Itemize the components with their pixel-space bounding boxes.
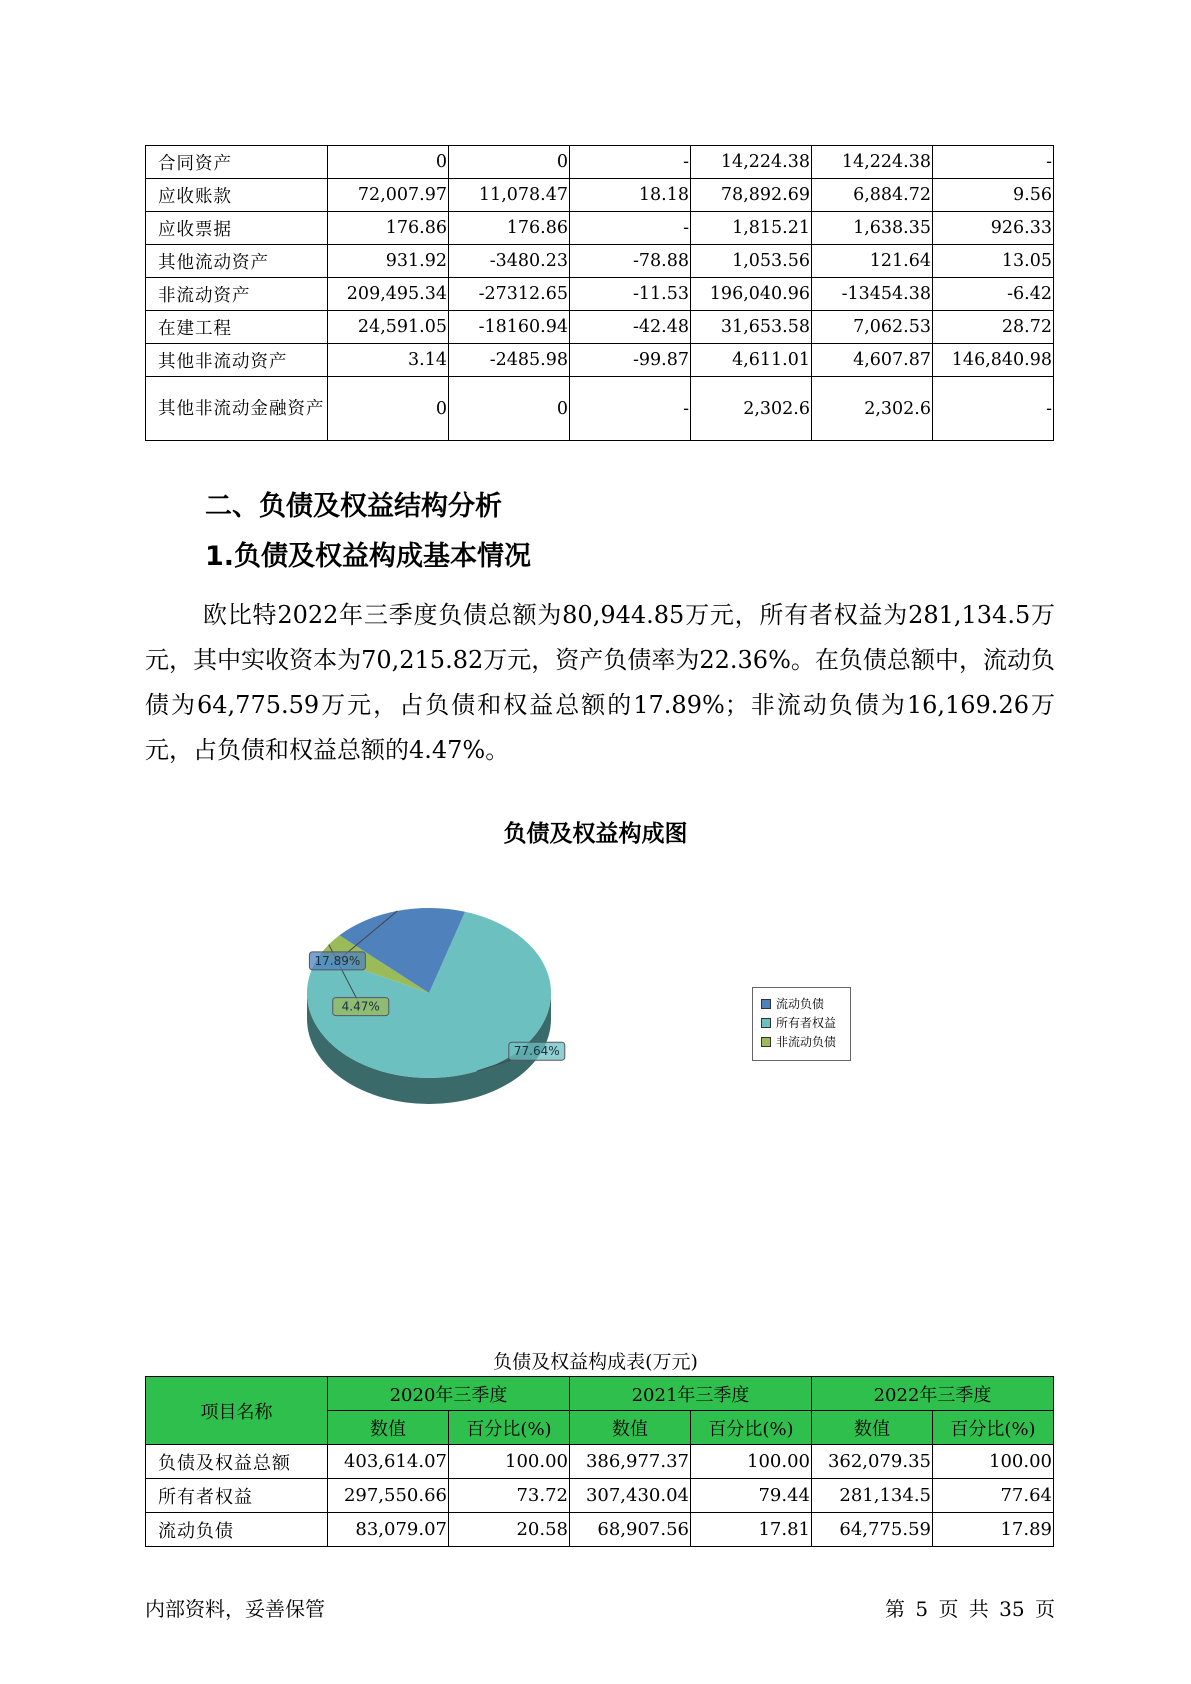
row-label: 应收票据 [146,212,328,245]
table-cell: 0 [328,377,449,441]
table-cell: -6.42 [933,278,1054,311]
table-cell: 931.92 [328,245,449,278]
subsection-title: 1.负债及权益构成基本情况 [205,541,532,572]
pie-data-label: 77.64% [513,1044,560,1059]
row-label: 其他非流动资产 [146,344,328,377]
column-header-value: 数值 [570,1411,691,1445]
footer-confidential-note: 内部资料，妥善保管 [145,1597,325,1621]
table-cell: - [570,377,691,441]
legend-item-current-liabilities [761,994,850,1013]
table-cell: 7,062.53 [812,311,933,344]
table-cell: 1,815.21 [691,212,812,245]
pie-data-label: 17.89% [314,953,361,968]
table-cell: 18.18 [570,179,691,212]
table-cell: - [933,146,1054,179]
legend-swatch [761,1018,771,1028]
legend-label: 所有者权益 [776,1016,837,1030]
row-label: 流动负债 [146,1513,328,1547]
table-row [146,1479,1054,1513]
table-cell: 83,079.07 [328,1513,449,1547]
table-cell: 146,840.98 [933,344,1054,377]
table-cell: 20.58 [449,1513,570,1547]
chart-legend [752,987,851,1061]
table-cell: 100.00 [449,1445,570,1479]
table-cell: 73.72 [449,1479,570,1513]
table-cell: 121.64 [812,245,933,278]
table-cell: 209,495.34 [328,278,449,311]
table-row [146,1445,1054,1479]
row-label: 其他流动资产 [146,245,328,278]
table-cell: - [570,146,691,179]
table-cell: 68,907.56 [570,1513,691,1547]
table-cell: 2,302.6 [812,377,933,441]
table-cell: -2485.98 [449,344,570,377]
table-cell: 100.00 [933,1445,1054,1479]
table-cell: 2,302.6 [691,377,812,441]
legend-label: 非流动负债 [776,1035,837,1049]
table-cell: 281,134.5 [812,1479,933,1513]
column-header-percent: 百分比(%) [449,1411,570,1445]
table-cell: -78.88 [570,245,691,278]
row-label: 应收账款 [146,179,328,212]
row-label: 合同资产 [146,146,328,179]
table-cell: 6,884.72 [812,179,933,212]
table-cell: 4,611.01 [691,344,812,377]
summary-paragraph: 欧比特2022年三季度负债总额为80,944.85万元，所有者权益为281,134.5万元，其中实收资本为70,215.82万元，资产负债率为22.36%。在负债总额中，流动负债为64,775.59万元，占负债和权益总额的17.89%；非流动负债为16,169.26万元，占负债和权益总额的4.47%。 [145,601,1055,764]
legend-label: 流动负债 [776,997,825,1011]
table-cell: -11.53 [570,278,691,311]
table-cell: 297,550.66 [328,1479,449,1513]
table-cell: 9.56 [933,179,1054,212]
composition-table [145,1376,1054,1547]
table-cell: 77.64 [933,1479,1054,1513]
legend-swatch [761,999,771,1009]
column-header-value: 数值 [812,1411,933,1445]
column-header-period: 2020年三季度 [328,1377,570,1411]
table-cell: 176.86 [449,212,570,245]
table-cell: 1,053.56 [691,245,812,278]
column-header-period: 2021年三季度 [570,1377,812,1411]
table-cell: -99.87 [570,344,691,377]
table-cell: 78,892.69 [691,179,812,212]
row-label: 非流动资产 [146,278,328,311]
table-cell: 17.89 [933,1513,1054,1547]
row-label: 负债及权益总额 [146,1445,328,1479]
table-cell: 28.72 [933,311,1054,344]
pie-data-label: 4.47% [341,999,380,1014]
table-cell: 72,007.97 [328,179,449,212]
table-cell: 403,614.07 [328,1445,449,1479]
table-cell: 362,079.35 [812,1445,933,1479]
table-cell: -42.48 [570,311,691,344]
row-label: 在建工程 [146,311,328,344]
table-cell: 24,591.05 [328,311,449,344]
table-cell: 1,638.35 [812,212,933,245]
table-cell: 0 [328,146,449,179]
table-row [146,1513,1054,1547]
table-cell: 100.00 [691,1445,812,1479]
table-cell: -18160.94 [449,311,570,344]
table-cell: 17.81 [691,1513,812,1547]
legend-swatch [761,1037,771,1047]
table-cell: 0 [449,377,570,441]
table-cell: 176.86 [328,212,449,245]
table-cell: 14,224.38 [691,146,812,179]
row-label: 其他非流动金融资产 [146,377,328,441]
section-title: 二、负债及权益结构分析 [205,491,502,522]
table-cell: 31,653.58 [691,311,812,344]
column-header-value: 数值 [328,1411,449,1445]
legend-item-noncurrent-liabilities [761,1032,850,1051]
table-cell: 13.05 [933,245,1054,278]
table-cell: 4,607.87 [812,344,933,377]
table-cell: - [570,212,691,245]
table-cell: 64,775.59 [812,1513,933,1547]
table-cell: -3480.23 [449,245,570,278]
legend-item-owner-equity [761,1013,850,1032]
table-cell: - [933,377,1054,441]
row-label: 所有者权益 [146,1479,328,1513]
table-cell: 926.33 [933,212,1054,245]
table-cell: 11,078.47 [449,179,570,212]
table-cell: -27312.65 [449,278,570,311]
table-cell: 386,977.37 [570,1445,691,1479]
column-header-item-name: 项目名称 [146,1377,328,1445]
column-header-period: 2022年三季度 [812,1377,1054,1411]
table-cell: -13454.38 [812,278,933,311]
table-cell: 14,224.38 [812,146,933,179]
table-caption: 负债及权益构成表(万元) [493,1351,698,1373]
chart-title: 负债及权益构成图 [503,821,688,847]
column-header-percent: 百分比(%) [691,1411,812,1445]
footer-page-number: 第 5 页 共 35 页 [885,1597,1055,1621]
table-cell: 79.44 [691,1479,812,1513]
table-cell: 307,430.04 [570,1479,691,1513]
table-cell: 3.14 [328,344,449,377]
table-cell: 0 [449,146,570,179]
table-cell: 196,040.96 [691,278,812,311]
column-header-percent: 百分比(%) [933,1411,1054,1445]
